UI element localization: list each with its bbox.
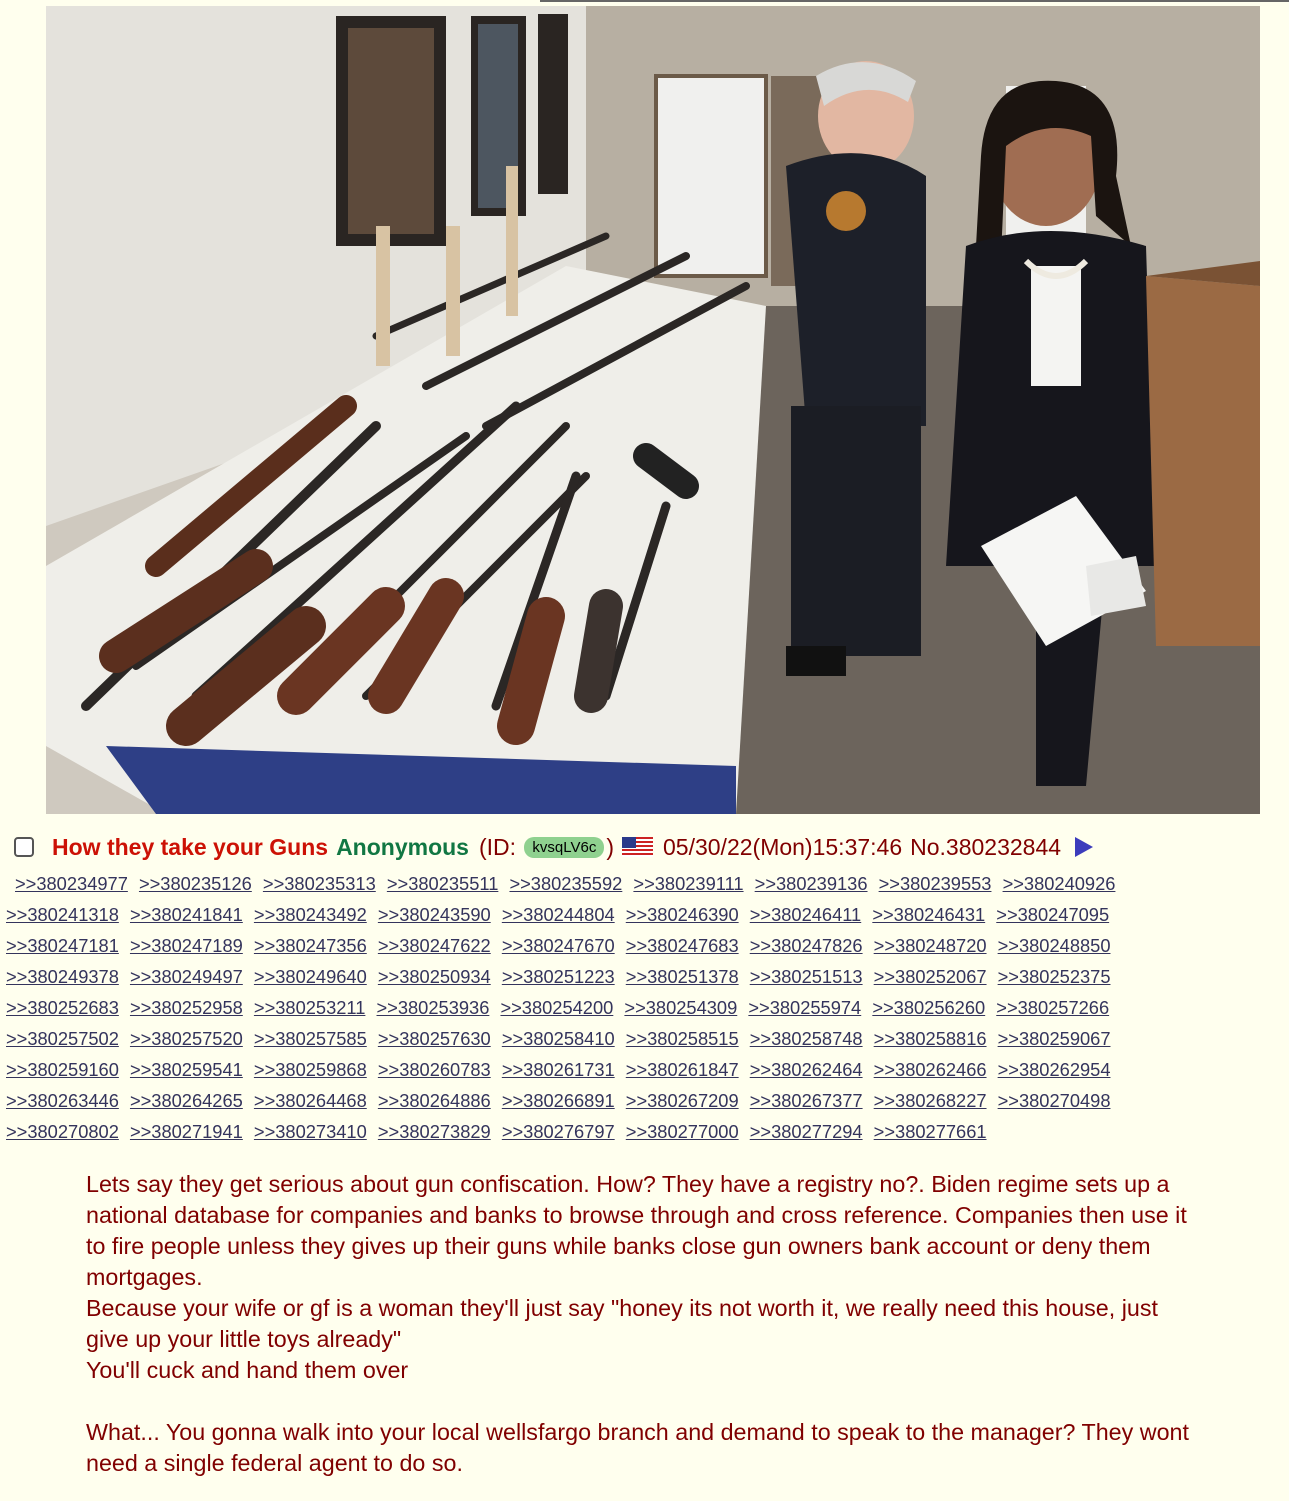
backlink[interactable]: >>380247670 xyxy=(501,935,615,956)
backlink[interactable]: >>380263446 xyxy=(6,1090,119,1111)
backlink[interactable]: >>380251223 xyxy=(501,966,615,987)
backlink[interactable]: >>380277661 xyxy=(873,1121,987,1142)
backlink[interactable]: >>380258515 xyxy=(625,1028,739,1049)
backlinks xyxy=(6,868,1276,1147)
backlink[interactable]: >>380247181 xyxy=(6,935,119,956)
backlink[interactable]: >>380247826 xyxy=(749,935,863,956)
backlink[interactable]: >>380243590 xyxy=(377,904,491,925)
backlink[interactable]: >>380253936 xyxy=(376,997,490,1018)
backlink[interactable]: >>380239111 xyxy=(633,873,744,894)
us-flag-icon xyxy=(622,837,653,857)
poster-id-tag[interactable]: kvsqLV6c xyxy=(524,837,604,858)
post-number-link[interactable]: No.380232844 xyxy=(910,833,1062,860)
backlink[interactable]: >>380241318 xyxy=(6,904,119,925)
backlink[interactable]: >>380253211 xyxy=(253,997,366,1018)
backlink[interactable]: >>380262466 xyxy=(873,1059,987,1080)
backlink[interactable]: >>380258748 xyxy=(749,1028,863,1049)
backlink[interactable]: >>380235126 xyxy=(138,873,252,894)
message-line: You'll cuck and hand them over xyxy=(86,1357,409,1383)
backlink[interactable]: >>380267209 xyxy=(625,1090,739,1111)
backlink[interactable]: >>380243492 xyxy=(253,904,367,925)
post-select-checkbox[interactable] xyxy=(14,837,34,857)
backlink[interactable]: >>380239553 xyxy=(878,873,992,894)
backlink[interactable]: >>380264265 xyxy=(129,1090,243,1111)
post-subject: How they take your Guns xyxy=(52,833,329,860)
backlink[interactable]: >>380257585 xyxy=(253,1028,367,1049)
backlink[interactable]: >>380235592 xyxy=(509,873,623,894)
backlink[interactable]: >>380264886 xyxy=(377,1090,491,1111)
backlink[interactable]: >>380246431 xyxy=(872,904,986,925)
backlink[interactable]: >>380273410 xyxy=(253,1121,367,1142)
backlink[interactable]: >>380258816 xyxy=(873,1028,987,1049)
backlink[interactable]: >>380273829 xyxy=(377,1121,491,1142)
backlink[interactable]: >>380257266 xyxy=(996,997,1110,1018)
message-blank-line xyxy=(86,1386,1196,1417)
backlink[interactable]: >>380262954 xyxy=(997,1059,1111,1080)
backlink[interactable]: >>380259067 xyxy=(997,1028,1111,1049)
post-image[interactable] xyxy=(46,6,1260,814)
backlink[interactable]: >>380241841 xyxy=(129,904,243,925)
backlink[interactable]: >>380247622 xyxy=(377,935,491,956)
backlink[interactable]: >>380252683 xyxy=(6,997,119,1018)
top-border xyxy=(540,0,1289,2)
backlink[interactable]: >>380247189 xyxy=(129,935,243,956)
poster-name: Anonymous xyxy=(336,833,469,860)
backlink[interactable]: >>380267377 xyxy=(749,1090,863,1111)
backlink[interactable]: >>380252375 xyxy=(997,966,1111,987)
backlink[interactable]: >>380257502 xyxy=(6,1028,119,1049)
backlink[interactable]: >>380256260 xyxy=(872,997,986,1018)
poster-id-label: (ID: kvsqLV6c ) xyxy=(478,833,614,860)
backlink[interactable]: >>380270802 xyxy=(6,1121,119,1142)
backlink[interactable]: >>380251378 xyxy=(625,966,739,987)
backlink[interactable]: >>380260783 xyxy=(377,1059,491,1080)
backlink[interactable]: >>380259868 xyxy=(253,1059,367,1080)
backlink[interactable]: >>380239136 xyxy=(754,873,868,894)
backlink[interactable]: >>380248850 xyxy=(997,935,1111,956)
post-header xyxy=(14,830,1274,864)
post-datetime: 05/30/22(Mon)15:37:46 xyxy=(663,833,903,860)
backlink[interactable]: >>380277000 xyxy=(625,1121,739,1142)
backlink[interactable]: >>380268227 xyxy=(873,1090,987,1111)
backlink[interactable]: >>380276797 xyxy=(501,1121,615,1142)
backlink[interactable]: >>380257630 xyxy=(377,1028,491,1049)
backlink[interactable]: >>380252067 xyxy=(873,966,987,987)
backlink[interactable]: >>380259160 xyxy=(6,1059,119,1080)
backlink[interactable]: >>380270498 xyxy=(997,1090,1111,1111)
backlink[interactable]: >>380277294 xyxy=(749,1121,863,1142)
backlink[interactable]: >>380264468 xyxy=(253,1090,367,1111)
post-menu-arrow-icon[interactable] xyxy=(1075,837,1093,857)
backlink[interactable]: >>380271941 xyxy=(129,1121,243,1142)
backlink[interactable]: >>380234977 xyxy=(15,873,128,894)
backlink[interactable]: >>380249497 xyxy=(129,966,243,987)
backlink[interactable]: >>380235313 xyxy=(262,873,376,894)
backlink[interactable]: >>380247683 xyxy=(625,935,739,956)
backlink[interactable]: >>380247356 xyxy=(253,935,367,956)
backlink[interactable]: >>380235511 xyxy=(386,873,499,894)
backlink[interactable]: >>380266891 xyxy=(501,1090,615,1111)
backlink[interactable]: >>380261731 xyxy=(501,1059,615,1080)
backlink[interactable]: >>380251513 xyxy=(749,966,863,987)
backlink[interactable]: >>380246390 xyxy=(625,904,739,925)
backlink[interactable]: >>380244804 xyxy=(501,904,615,925)
message-line: What... You gonna walk into your local wellsfargo branch and demand to speak to the manager? They wont need a single federal agent to do so. xyxy=(86,1419,1189,1476)
backlink[interactable]: >>380262464 xyxy=(749,1059,863,1080)
backlink[interactable]: >>380249640 xyxy=(253,966,367,987)
backlink[interactable]: >>380249378 xyxy=(6,966,119,987)
backlink[interactable]: >>380261847 xyxy=(625,1059,739,1080)
backlink[interactable]: >>380254200 xyxy=(500,997,614,1018)
backlink[interactable]: >>380248720 xyxy=(873,935,987,956)
backlink[interactable]: >>380250934 xyxy=(377,966,491,987)
backlink[interactable]: >>380254309 xyxy=(624,997,738,1018)
post-message xyxy=(86,1169,1196,1479)
message-line: Because your wife or gf is a woman they'll just say "honey its not worth it, we really need this house, just give up your little toys already" xyxy=(86,1295,1158,1352)
backlink[interactable]: >>380246411 xyxy=(749,904,862,925)
backlink[interactable]: >>380240926 xyxy=(1002,873,1116,894)
backlink[interactable]: >>380255974 xyxy=(748,997,862,1018)
backlink[interactable]: >>380252958 xyxy=(129,997,243,1018)
backlink[interactable]: >>380259541 xyxy=(129,1059,243,1080)
backlink[interactable]: >>380257520 xyxy=(129,1028,243,1049)
backlink[interactable]: >>380258410 xyxy=(501,1028,615,1049)
backlink[interactable]: >>380247095 xyxy=(996,904,1110,925)
message-line: Lets say they get serious about gun confiscation. How? They have a registry no?. Biden regime sets up a national database for companies and banks to browse through and cross reference. Companies then use it to fire people unless they gives up their guns while banks close gun owners bank account or deny them mortgages. xyxy=(86,1171,1187,1290)
